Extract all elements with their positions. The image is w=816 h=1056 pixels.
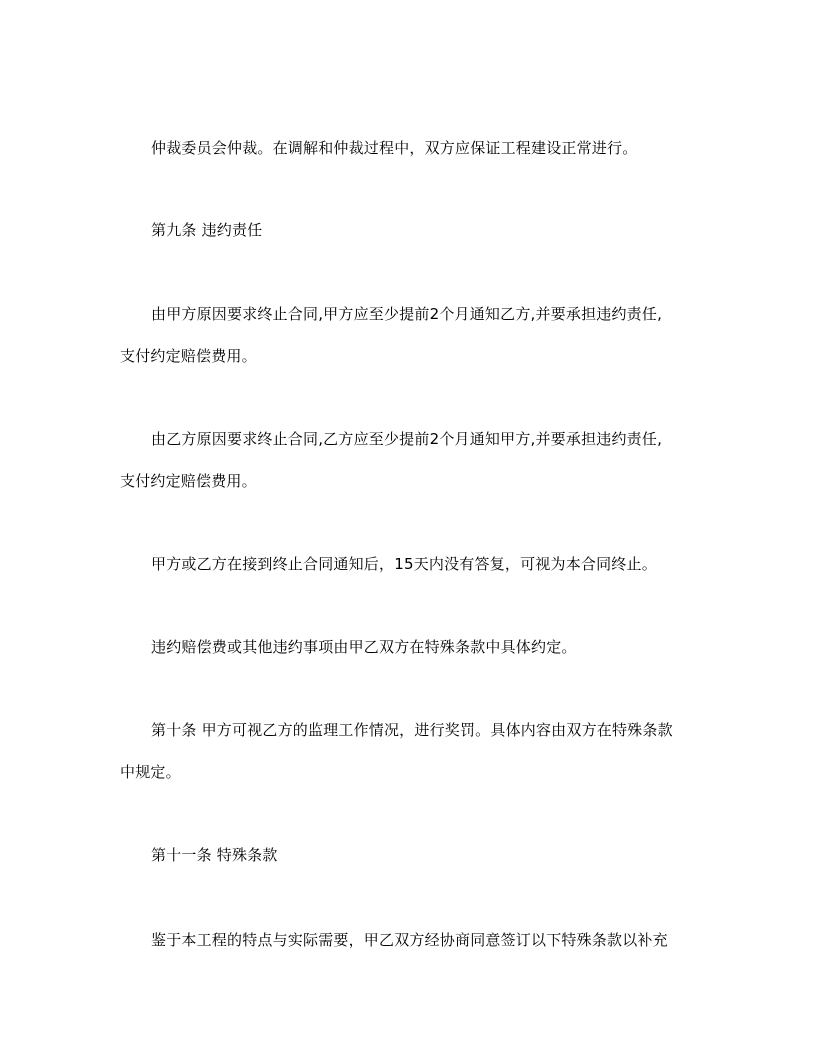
paragraph-article-10-cont: 中规定。: [120, 763, 181, 781]
heading-article-9: 第九条 违约责任: [151, 221, 263, 239]
paragraph-party-a-termination: 由甲方原因要求终止合同,甲方应至少提前2个月通知乙方,并要承担违约责任,: [151, 305, 663, 323]
heading-article-11: 第十一条 特殊条款: [151, 846, 278, 864]
paragraph-party-a-termination-cont: 支付约定赔偿费用。: [120, 347, 257, 365]
paragraph-party-b-termination-cont: 支付约定赔偿费用。: [120, 472, 257, 490]
paragraph-termination-notice: 甲方或乙方在接到终止合同通知后，15天内没有答复，可视为本合同终止。: [151, 555, 657, 573]
paragraph-party-b-termination: 由乙方原因要求终止合同,乙方应至少提前2个月通知甲方,并要承担违约责任,: [151, 430, 663, 448]
paragraph-arbitration: 仲裁委员会仲裁。在调解和仲裁过程中，双方应保证工程建设正常进行。: [151, 139, 638, 157]
paragraph-article-10: 第十条 甲方可视乙方的监理工作情况，进行奖罚。具体内容由双方在特殊条款: [151, 721, 673, 739]
paragraph-breach-compensation: 违约赔偿费或其他违约事项由甲乙双方在特殊条款中具体约定。: [151, 638, 577, 656]
paragraph-special-terms: 鉴于本工程的特点与实际需要，甲乙双方经协商同意签订以下特殊条款以补充: [151, 931, 668, 949]
